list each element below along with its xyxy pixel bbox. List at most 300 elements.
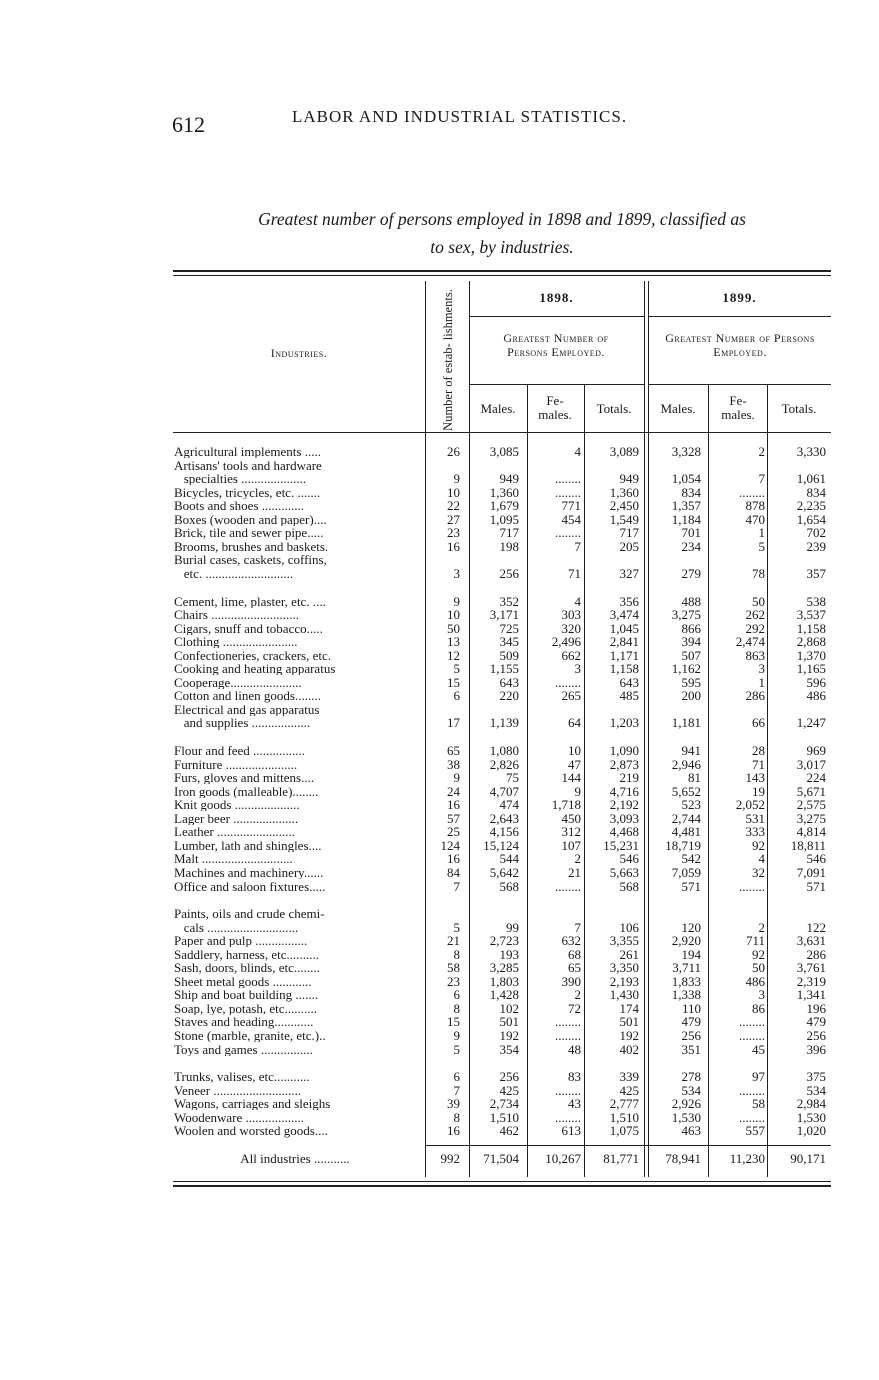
cell-females-1899: 92 bbox=[752, 946, 765, 962]
top-rule-thick bbox=[173, 270, 831, 272]
cell-establishments: 22 bbox=[447, 498, 460, 514]
cell-totals-1898: 485 bbox=[619, 688, 639, 704]
cell-totals-1899: 3,017 bbox=[796, 756, 826, 772]
cell-totals-1898: 219 bbox=[619, 770, 639, 786]
cell-females-1899: 45 bbox=[752, 1041, 765, 1057]
cell-establishments: 17 bbox=[447, 715, 460, 731]
cell-establishments: 16 bbox=[447, 1123, 460, 1139]
cell-totals-1898: 949 bbox=[619, 471, 639, 487]
cell-establishments: 23 bbox=[447, 973, 460, 989]
table-row bbox=[0, 961, 879, 974]
table-row bbox=[0, 798, 879, 811]
cell-males-1899: 2,946 bbox=[671, 756, 701, 772]
year-1899-underline bbox=[648, 316, 831, 317]
cell-totals-1899: 1,061 bbox=[796, 471, 826, 487]
cell-males-1898: 2,826 bbox=[489, 756, 519, 772]
cell-establishments: 15 bbox=[447, 674, 460, 690]
cell-males-1898: 3,085 bbox=[489, 444, 519, 459]
cell-totals-1899: 479 bbox=[806, 1014, 826, 1030]
cell-males-1899: 488 bbox=[681, 593, 701, 609]
table-row bbox=[0, 526, 879, 539]
cell-males-1899: 7,059 bbox=[671, 864, 701, 880]
cell-females-1899: 292 bbox=[745, 620, 765, 636]
cell-establishments: 84 bbox=[447, 864, 460, 880]
cell-totals-1898: 1,158 bbox=[609, 661, 639, 677]
industry-name: Trunks, valises, etc........... bbox=[174, 1070, 310, 1084]
table-row bbox=[0, 1043, 879, 1056]
cell-totals-1899: 7,091 bbox=[796, 864, 826, 880]
total-totals-1898: 81,771 bbox=[603, 1151, 639, 1166]
table-row bbox=[0, 703, 879, 716]
cell-females-1899: 7 bbox=[758, 471, 765, 487]
cell-males-1898: 725 bbox=[499, 620, 519, 636]
cell-males-1898: 99 bbox=[506, 919, 519, 935]
group-1899-underline bbox=[648, 384, 831, 385]
cell-females-1899: 78 bbox=[752, 565, 765, 581]
cell-females-1899: 50 bbox=[752, 960, 765, 976]
cell-females-1898: 454 bbox=[561, 511, 581, 527]
industry-name: Saddlery, harness, etc.......... bbox=[174, 947, 320, 961]
cell-females-1898: ........ bbox=[555, 674, 581, 690]
cell-establishments: 9 bbox=[453, 1028, 460, 1043]
table-row bbox=[0, 1084, 879, 1097]
cell-establishments: 38 bbox=[447, 756, 460, 772]
industry-name: Clothing ....................... bbox=[174, 635, 298, 649]
cell-males-1899: 834 bbox=[681, 484, 701, 500]
cell-totals-1898: 643 bbox=[619, 674, 639, 690]
cell-females-1899: 66 bbox=[752, 715, 765, 731]
cell-males-1899: 120 bbox=[681, 919, 701, 935]
cell-totals-1899: 1,165 bbox=[796, 661, 826, 677]
table-row bbox=[0, 649, 879, 662]
cell-females-1898: ........ bbox=[555, 878, 581, 894]
cell-males-1898: 544 bbox=[499, 851, 519, 867]
females-1898-header: Fe- males. bbox=[538, 393, 572, 422]
table-row bbox=[0, 839, 879, 852]
cell-establishments: 57 bbox=[447, 810, 460, 826]
cell-females-1898: 320 bbox=[561, 620, 581, 636]
cell-females-1899: 97 bbox=[752, 1069, 765, 1085]
cell-totals-1899: 969 bbox=[806, 743, 826, 758]
cell-females-1898: 4 bbox=[574, 444, 581, 459]
cell-females-1899: 86 bbox=[752, 1000, 765, 1016]
cell-males-1899: 1,530 bbox=[671, 1109, 701, 1125]
table-row bbox=[0, 662, 879, 675]
industry-name: Leather ........................ bbox=[174, 825, 295, 839]
cell-males-1898: 462 bbox=[499, 1123, 519, 1139]
females-1899-header: Fe- males. bbox=[721, 393, 755, 422]
total-totals-1899: 90,171 bbox=[790, 1151, 826, 1166]
cell-males-1898: 1,803 bbox=[489, 973, 519, 989]
cell-establishments: 58 bbox=[447, 960, 460, 976]
cell-establishments: 21 bbox=[447, 933, 460, 949]
cell-females-1898: ........ bbox=[555, 525, 581, 541]
cell-females-1899: 50 bbox=[752, 593, 765, 609]
cell-males-1898: 1,360 bbox=[489, 484, 519, 500]
cell-females-1898: ........ bbox=[555, 471, 581, 487]
industry-name: Chairs ........................... bbox=[174, 608, 299, 622]
cell-males-1899: 941 bbox=[681, 743, 701, 758]
cell-totals-1898: 3,093 bbox=[609, 810, 639, 826]
cell-establishments: 9 bbox=[453, 593, 460, 609]
table-row bbox=[0, 567, 879, 580]
cell-establishments: 23 bbox=[447, 525, 460, 541]
total-label: All industries ........... bbox=[240, 1152, 350, 1166]
cell-establishments: 13 bbox=[447, 634, 460, 650]
cell-totals-1898: 3,355 bbox=[609, 933, 639, 949]
table-caption bbox=[172, 205, 832, 261]
cell-females-1899: 878 bbox=[745, 498, 765, 514]
industry-name: Machines and machinery...... bbox=[174, 865, 324, 880]
group-1899-header: Greatest Number of Persons Employed. bbox=[665, 331, 815, 359]
cell-males-1898: 3,171 bbox=[489, 607, 519, 622]
cell-totals-1899: 2,984 bbox=[796, 1096, 826, 1112]
industry-name: Cooking and heating apparatus bbox=[174, 662, 336, 676]
cell-females-1898: 83 bbox=[568, 1069, 581, 1085]
cell-males-1899: 3,328 bbox=[671, 444, 701, 459]
cell-totals-1898: 546 bbox=[619, 851, 639, 867]
cell-males-1898: 717 bbox=[499, 525, 519, 541]
cell-females-1898: 632 bbox=[561, 933, 581, 949]
cell-females-1899: ........ bbox=[739, 1028, 765, 1043]
cell-females-1898: 2 bbox=[574, 987, 581, 1003]
cell-totals-1898: 5,663 bbox=[609, 864, 639, 880]
cell-males-1898: 1,679 bbox=[489, 498, 519, 514]
totals-1898-header: Totals. bbox=[596, 401, 632, 416]
cell-establishments: 8 bbox=[453, 1000, 460, 1016]
cell-males-1899: 278 bbox=[681, 1069, 701, 1085]
cell-females-1898: 312 bbox=[561, 824, 581, 840]
establishments-header: Number of estab- lishments. bbox=[441, 289, 455, 431]
cell-females-1899: 262 bbox=[745, 607, 765, 622]
industry-name: Lager beer .................... bbox=[174, 811, 299, 825]
cell-totals-1898: 2,192 bbox=[609, 797, 639, 813]
cell-totals-1899: 702 bbox=[806, 525, 826, 541]
cell-establishments: 124 bbox=[440, 837, 460, 853]
cell-males-1899: 1,162 bbox=[671, 661, 701, 677]
cell-establishments: 25 bbox=[447, 824, 460, 840]
cell-females-1898: 21 bbox=[568, 864, 581, 880]
table-row bbox=[0, 595, 879, 608]
cell-totals-1898: 3,089 bbox=[609, 444, 639, 459]
cell-males-1898: 256 bbox=[499, 565, 519, 581]
cell-totals-1899: 534 bbox=[806, 1082, 826, 1098]
cell-females-1898: 7 bbox=[574, 919, 581, 935]
cell-males-1898: 509 bbox=[499, 647, 519, 663]
cell-males-1898: 425 bbox=[499, 1082, 519, 1098]
industry-name: Wagons, carriages and sleighs bbox=[174, 1097, 331, 1111]
table-row bbox=[0, 758, 879, 771]
industry-name: Soap, lye, potash, etc.......... bbox=[174, 1001, 317, 1016]
table-row bbox=[0, 716, 879, 729]
cell-totals-1899: 2,575 bbox=[796, 797, 826, 813]
cell-totals-1898: 3,350 bbox=[609, 960, 639, 976]
cell-totals-1899: 3,761 bbox=[796, 960, 826, 976]
cell-females-1899: 28 bbox=[752, 743, 765, 758]
cell-males-1898: 352 bbox=[499, 593, 519, 609]
table-row bbox=[0, 608, 879, 621]
caption-line-1: Greatest number of persons employed in 1898 and 1899, classified as bbox=[258, 209, 746, 229]
cell-females-1898: ........ bbox=[555, 1109, 581, 1125]
cell-females-1898: 72 bbox=[568, 1000, 581, 1016]
cell-females-1898: 43 bbox=[568, 1096, 581, 1112]
cell-establishments: 16 bbox=[447, 851, 460, 867]
industry-name: Electrical and gas apparatus bbox=[174, 702, 320, 717]
industry-name: cals ............................ bbox=[174, 920, 299, 934]
cell-establishments: 8 bbox=[453, 946, 460, 962]
cell-males-1898: 2,734 bbox=[489, 1096, 519, 1112]
table-row bbox=[0, 1002, 879, 1015]
cell-totals-1899: 286 bbox=[806, 946, 826, 962]
cell-males-1898: 1,510 bbox=[489, 1109, 519, 1125]
cell-females-1898: 1,718 bbox=[551, 797, 581, 813]
cell-totals-1898: 3,474 bbox=[609, 607, 639, 622]
cell-males-1898: 75 bbox=[506, 770, 519, 786]
cell-females-1899: ........ bbox=[739, 878, 765, 894]
industry-name: Cigars, snuff and tobacco..... bbox=[174, 621, 323, 635]
industry-name: Brooms, brushes and baskets. bbox=[174, 539, 329, 554]
industry-name: Cooperage...................... bbox=[174, 675, 302, 690]
cell-males-1899: 81 bbox=[688, 770, 701, 786]
industry-name: Burial cases, caskets, coffins, bbox=[174, 553, 327, 567]
header-bottom-rule bbox=[173, 432, 831, 433]
cell-males-1899: 351 bbox=[681, 1041, 701, 1057]
industry-name: Office and saloon fixtures..... bbox=[174, 879, 326, 893]
cell-females-1899: 71 bbox=[752, 756, 765, 772]
cell-females-1898: 4 bbox=[574, 593, 581, 609]
cell-males-1898: 15,124 bbox=[483, 837, 519, 853]
cell-females-1898: 47 bbox=[568, 756, 581, 772]
cell-totals-1899: 596 bbox=[806, 674, 826, 690]
industry-name: Iron goods (malleable)........ bbox=[174, 784, 319, 798]
cell-totals-1899: 357 bbox=[806, 565, 826, 581]
cell-males-1899: 463 bbox=[681, 1123, 701, 1139]
table-row bbox=[0, 975, 879, 988]
cell-females-1899: ........ bbox=[739, 484, 765, 500]
table-row bbox=[0, 1015, 879, 1028]
cell-males-1898: 1,095 bbox=[489, 511, 519, 527]
cell-establishments: 5 bbox=[453, 1041, 460, 1057]
cell-females-1899: 333 bbox=[745, 824, 765, 840]
cell-totals-1899: 3,275 bbox=[796, 810, 826, 826]
cell-totals-1899: 1,158 bbox=[796, 620, 826, 636]
cell-males-1898: 4,707 bbox=[489, 783, 519, 799]
industry-name: Cement, lime, plaster, etc. .... bbox=[174, 594, 326, 608]
cell-males-1898: 1,428 bbox=[489, 987, 519, 1003]
cell-establishments: 3 bbox=[453, 565, 460, 581]
cell-totals-1899: 2,868 bbox=[796, 634, 826, 650]
cell-females-1898: ........ bbox=[555, 484, 581, 500]
year-1898-underline bbox=[469, 316, 644, 317]
cell-males-1898: 192 bbox=[499, 1028, 519, 1043]
cell-males-1898: 2,723 bbox=[489, 933, 519, 949]
year-1898-header: 1898. bbox=[539, 290, 574, 305]
table-row bbox=[0, 921, 879, 934]
cell-males-1899: 2,744 bbox=[671, 810, 701, 826]
cell-males-1898: 1,155 bbox=[489, 661, 519, 677]
totals-1899-header: Totals. bbox=[781, 401, 817, 416]
cell-females-1898: 10 bbox=[568, 743, 581, 758]
running-title: LABOR AND INDUSTRIAL STATISTICS. bbox=[292, 107, 628, 126]
table-row bbox=[0, 622, 879, 635]
industry-name: Agricultural implements ..... bbox=[174, 445, 321, 459]
cell-males-1899: 1,054 bbox=[671, 471, 701, 487]
cell-females-1899: 2 bbox=[758, 919, 765, 935]
industry-name: specialties .................... bbox=[174, 472, 307, 486]
cell-females-1898: 390 bbox=[561, 973, 581, 989]
cell-totals-1898: 2,450 bbox=[609, 498, 639, 514]
cell-establishments: 9 bbox=[453, 770, 460, 786]
cell-males-1899: 701 bbox=[681, 525, 701, 541]
cell-totals-1898: 1,203 bbox=[609, 715, 639, 731]
industry-name: etc. ........................... bbox=[174, 566, 294, 581]
cell-females-1899: 486 bbox=[745, 973, 765, 989]
cell-totals-1898: 1,171 bbox=[609, 647, 639, 663]
industry-name: Veneer ........................... bbox=[174, 1083, 302, 1097]
cell-establishments: 65 bbox=[447, 743, 460, 758]
bottom-rule-thin bbox=[173, 1181, 831, 1182]
industry-name: Woodenware .................. bbox=[174, 1110, 305, 1124]
cell-females-1899: 3 bbox=[758, 987, 765, 1003]
males-1898-header: Males. bbox=[480, 401, 516, 416]
industry-name: Paints, oils and crude chemi- bbox=[174, 907, 325, 921]
cell-totals-1899: 486 bbox=[806, 688, 826, 704]
cell-totals-1898: 4,468 bbox=[609, 824, 639, 840]
cell-establishments: 39 bbox=[447, 1096, 460, 1112]
table-row bbox=[0, 1070, 879, 1083]
cell-males-1899: 4,481 bbox=[671, 824, 701, 840]
cell-males-1898: 198 bbox=[499, 538, 519, 554]
cell-males-1899: 1,184 bbox=[671, 511, 701, 527]
table-row bbox=[0, 812, 879, 825]
cell-males-1898: 3,285 bbox=[489, 960, 519, 976]
cell-males-1898: 474 bbox=[499, 797, 519, 813]
table-row bbox=[0, 676, 879, 689]
table-row bbox=[0, 472, 879, 485]
cell-males-1899: 866 bbox=[681, 620, 701, 636]
bottom-rule-thick bbox=[173, 1185, 831, 1187]
cell-establishments: 8 bbox=[453, 1109, 460, 1125]
industry-name: Stone (marble, granite, etc.).. bbox=[174, 1029, 326, 1043]
cell-totals-1899: 375 bbox=[806, 1069, 826, 1085]
cell-establishments: 50 bbox=[447, 620, 460, 636]
cell-females-1898: 65 bbox=[568, 960, 581, 976]
cell-totals-1898: 568 bbox=[619, 878, 639, 894]
cell-females-1899: ........ bbox=[739, 1014, 765, 1030]
cell-females-1898: 7 bbox=[574, 538, 581, 554]
cell-totals-1899: 1,654 bbox=[796, 511, 826, 527]
cell-totals-1899: 1,247 bbox=[796, 715, 826, 731]
total-row bbox=[0, 1152, 879, 1165]
industry-name: Brick, tile and sewer pipe..... bbox=[174, 526, 324, 540]
cell-totals-1898: 205 bbox=[619, 538, 639, 554]
cell-males-1898: 256 bbox=[499, 1069, 519, 1085]
table-row bbox=[0, 689, 879, 702]
cell-males-1899: 571 bbox=[681, 878, 701, 894]
cell-totals-1899: 5,671 bbox=[796, 783, 826, 799]
cell-males-1899: 200 bbox=[681, 688, 701, 704]
cell-establishments: 9 bbox=[453, 471, 460, 487]
cell-males-1898: 193 bbox=[499, 946, 519, 962]
cell-males-1898: 2,643 bbox=[489, 810, 519, 826]
cell-males-1899: 595 bbox=[681, 674, 701, 690]
industry-name: Lumber, lath and shingles.... bbox=[174, 838, 322, 853]
cell-females-1899: 2,474 bbox=[735, 634, 765, 650]
cell-totals-1898: 1,510 bbox=[609, 1109, 639, 1125]
cell-totals-1899: 396 bbox=[806, 1041, 826, 1057]
cell-males-1899: 507 bbox=[681, 647, 701, 663]
table-row bbox=[0, 852, 879, 865]
cell-establishments: 6 bbox=[453, 688, 460, 704]
cell-females-1898: 303 bbox=[561, 607, 581, 622]
table-row bbox=[0, 1124, 879, 1137]
cell-females-1899: 5 bbox=[758, 538, 765, 554]
industry-name: Sash, doors, blinds, etc........ bbox=[174, 961, 320, 975]
cell-establishments: 5 bbox=[453, 919, 460, 935]
cell-totals-1899: 571 bbox=[806, 878, 826, 894]
industry-name: Furs, gloves and mittens.... bbox=[174, 771, 315, 785]
cell-totals-1899: 546 bbox=[806, 851, 826, 867]
cell-males-1899: 2,920 bbox=[671, 933, 701, 949]
cell-totals-1898: 2,777 bbox=[609, 1096, 639, 1112]
cell-totals-1899: 1,370 bbox=[796, 647, 826, 663]
cell-females-1899: 2 bbox=[758, 444, 765, 459]
cell-totals-1899: 834 bbox=[806, 484, 826, 500]
cell-males-1899: 1,181 bbox=[671, 715, 701, 731]
cell-females-1898: 144 bbox=[561, 770, 581, 786]
cell-totals-1899: 196 bbox=[806, 1000, 826, 1016]
cell-females-1898: 71 bbox=[568, 565, 581, 581]
cell-males-1899: 479 bbox=[681, 1014, 701, 1030]
table-row bbox=[0, 771, 879, 784]
table-row bbox=[0, 988, 879, 1001]
table-row bbox=[0, 1097, 879, 1110]
cell-totals-1898: 717 bbox=[619, 525, 639, 541]
industry-name: Confectioneries, crackers, etc. bbox=[174, 648, 332, 662]
cell-totals-1898: 1,075 bbox=[609, 1123, 639, 1139]
cell-females-1898: 9 bbox=[574, 783, 581, 799]
cell-totals-1899: 2,235 bbox=[796, 498, 826, 514]
cell-males-1898: 1,139 bbox=[489, 715, 519, 731]
cell-establishments: 6 bbox=[453, 1069, 460, 1085]
table-row bbox=[0, 948, 879, 961]
table-row bbox=[0, 785, 879, 798]
cell-females-1898: ........ bbox=[555, 1014, 581, 1030]
cell-females-1899: 92 bbox=[752, 837, 765, 853]
cell-males-1899: 1,338 bbox=[671, 987, 701, 1003]
cell-males-1898: 1,080 bbox=[489, 743, 519, 758]
total-males-1898: 71,504 bbox=[483, 1151, 519, 1166]
cell-totals-1898: 356 bbox=[619, 593, 639, 609]
cell-females-1898: 2 bbox=[574, 851, 581, 867]
table-row bbox=[0, 907, 879, 920]
cell-males-1899: 3,711 bbox=[672, 960, 701, 976]
cell-females-1898: 662 bbox=[561, 647, 581, 663]
cell-males-1898: 568 bbox=[499, 878, 519, 894]
industry-name: and supplies .................. bbox=[174, 716, 311, 730]
table-row bbox=[0, 744, 879, 757]
cell-males-1899: 394 bbox=[681, 634, 701, 650]
cell-totals-1898: 1,430 bbox=[609, 987, 639, 1003]
cell-establishments: 15 bbox=[447, 1014, 460, 1030]
cell-totals-1899: 256 bbox=[806, 1028, 826, 1043]
cell-establishments: 7 bbox=[453, 1082, 460, 1098]
table-row bbox=[0, 825, 879, 838]
total-females-1899: 11,230 bbox=[729, 1151, 765, 1166]
cell-females-1899: 863 bbox=[745, 647, 765, 663]
total-est: 992 bbox=[440, 1151, 460, 1166]
cell-males-1899: 1,357 bbox=[671, 498, 701, 514]
